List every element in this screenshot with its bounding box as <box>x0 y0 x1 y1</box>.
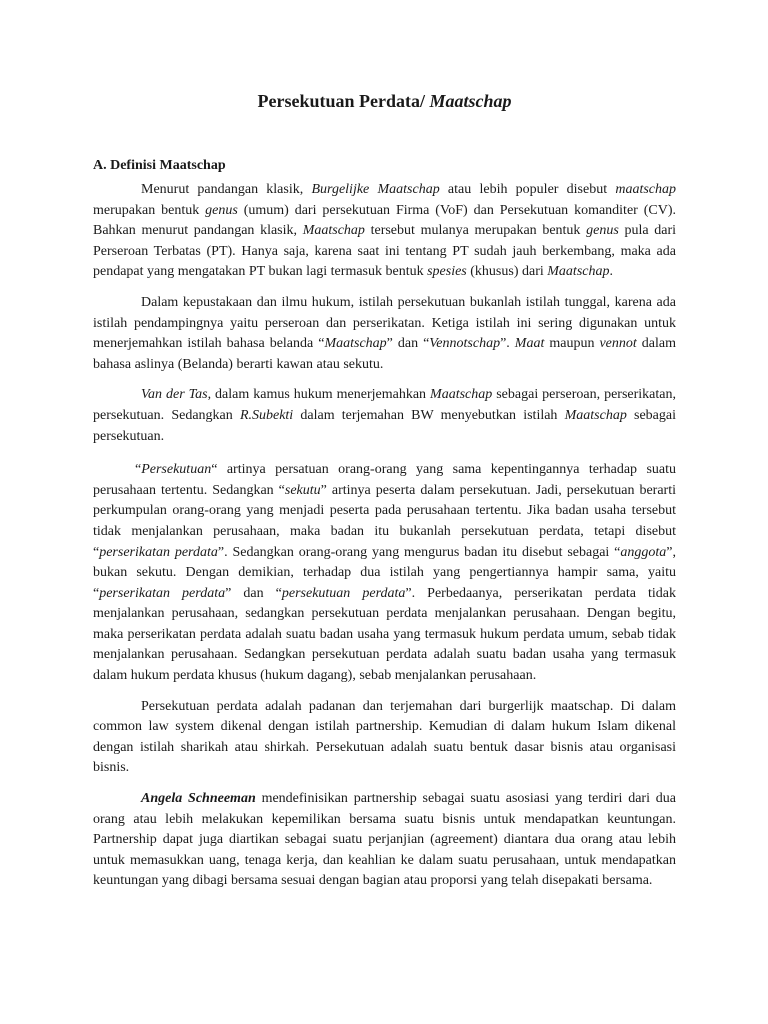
text-run: Maatschap <box>430 387 493 403</box>
text-run: (khusus) dari <box>466 264 548 280</box>
text-run: merupakan bentuk <box>93 202 206 218</box>
text-run: Maatschap <box>324 336 387 352</box>
text-run: Maatschap <box>547 264 610 280</box>
title-text: Persekutuan Perdata/ <box>257 91 430 111</box>
text-run: Vennotschap <box>429 336 501 352</box>
text-run: sekutu <box>284 482 321 498</box>
text-run: mendefinisikan partnership sebagai suatu asosiasi yang terdiri dari dua orang atau lebih melakukan kepemilikan bersama suatu bisnis untuk mendapatkan keuntungan. Partnership dapat juga diartikan sebagai suatu perjanjian (agreement) diantara dua orang atau lebih untuk memasukkan uang, tenaga kerja, dan keahlian ke dalam suatu perusahaan, untuk mendapatkan keuntungan yang dibagi bersama sesuai dengan bagian atau proporsi yang telah disepakati bersama. <box>93 791 677 889</box>
text-run: ”. Perbedaanya, perserikatan perdata tidak menjalankan perusahaan, sedangkan persekutuan perdata menjalankan perusahaan. Dengan begitu, maka perserikatan perdata adalah suatu badan usaha yang termasuk hukum perdata umum, sebab tidak menjalankan perusahaan. Sedangkan persekutuan perdata adalah suatu badan usaha yang termasuk dalam hukum perdata khusus (hukum dagang), sebab menjalankan perusahaan. <box>93 585 676 684</box>
text-run: . <box>609 264 613 280</box>
paragraph <box>93 293 676 375</box>
text-run: pula dari Perseroan Terbatas (PT). Hanya saja, karena saat ini tentang PT sudah jauh berkembang, maka ada pendapat yang mengatakan PT bukan lagi termasuk bentuk <box>93 223 676 280</box>
text-run: ” dan “ <box>225 585 282 601</box>
text-run: genus <box>586 223 619 239</box>
text-run: dalam bahasa aslinya (Belanda) berarti kawan atau sekutu. <box>93 336 676 372</box>
text-run: Dalam kepustakaan dan ilmu hukum, istilah persekutuan bukanlah istilah tunggal, karena ada istilah pendampingnya yaitu perseroan dan perserikatan. Ketiga istilah ini sering digunakan untuk menerjemahkan istilah bahasa belanda “ <box>93 294 676 352</box>
text-run: ”. Sedangkan orang-orang yang mengurus badan itu disebut sebagai “ <box>217 544 621 560</box>
text-run: perserikatan perdata <box>99 544 218 560</box>
title-italic-text: Maatschap <box>429 91 512 111</box>
text-run: atau lebih populer disebut <box>439 182 616 197</box>
text-run: ”. <box>500 336 515 352</box>
paragraph <box>93 385 676 447</box>
text-run: persekutuan perdata <box>281 585 406 601</box>
paragraph <box>93 180 676 283</box>
text-run: sebagai perseroan, perserikatan, persekutuan. Sedangkan <box>93 387 676 423</box>
text-run: spesies <box>427 264 467 280</box>
section-heading: A. Definisi Maatschap <box>93 158 226 173</box>
text-run: Van der Tas <box>141 387 208 403</box>
paragraph <box>93 697 676 779</box>
text-run: Persekutuan perdata adalah padanan dan terjemahan dari burgerlijk maatschap. Di dalam common law system dikenal dengan istilah partnership. Kemudian di dalam hukum Islam dikenal dengan istilah sharikah atau shirkah. Persekutuan adalah suatu bentuk dasar bisnis atau organisasi bisnis. <box>93 698 676 776</box>
text-run: sebagai persekutuan. <box>93 407 677 444</box>
text-run: ” artinya peserta dalam persekutuan. Jadi, persekutuan berarti perkumpulan orang-orang yang menjadi peserta pada perusahaan tertentu. Jika badan usaha tersebut tidak menjalankan perusahaan, maka badan itu bukanlah persekutuan perdata, tetapi disebut “ <box>93 482 676 560</box>
text-run: Burgelijke Maatschap <box>311 182 440 197</box>
text-run: perserikatan perdata <box>99 585 226 601</box>
text-run: “ <box>135 462 142 478</box>
text-run: ” dan “ <box>386 336 430 352</box>
text-run: Maatschap <box>302 223 365 239</box>
text-run: Maatschap <box>564 407 627 423</box>
text-run: Menurut pandangan klasik, <box>141 182 312 197</box>
text-run: vennot <box>599 336 637 352</box>
paragraph <box>93 789 676 892</box>
text-run: anggota <box>620 544 667 560</box>
text-run: maupun <box>544 336 600 352</box>
paragraph <box>93 460 676 687</box>
text-run: Persekutuan <box>141 462 212 478</box>
text-run: genus <box>205 202 238 218</box>
text-run: “ artinya persatuan orang-orang yang sama kepentingannya terhadap suatu perusahaan tertentu. Sedangkan “ <box>93 462 676 498</box>
text-run: Maat <box>514 336 545 352</box>
document-title <box>93 0 676 112</box>
text-run: dalam terjemahan BW menyebutkan istilah <box>293 407 565 423</box>
text-run: ”, bukan sekutu. Dengan demikian, terhadap dua istilah yang pengertiannya hampir sama, yaitu “ <box>93 544 676 601</box>
text-run: tersebut mulanya merupakan bentuk <box>364 223 587 239</box>
text-run: (umum) dari persekutuan Firma (VoF) dan Persekutuan komanditer (CV). Bahkan menurut pandangan klasik, <box>93 202 677 239</box>
text-run: Angela Schneeman <box>141 791 256 807</box>
text-run: R.Subekti <box>239 407 294 423</box>
text-run: maatschap <box>615 182 676 197</box>
text-run: , dalam kamus hukum menerjemahkan <box>207 387 431 403</box>
